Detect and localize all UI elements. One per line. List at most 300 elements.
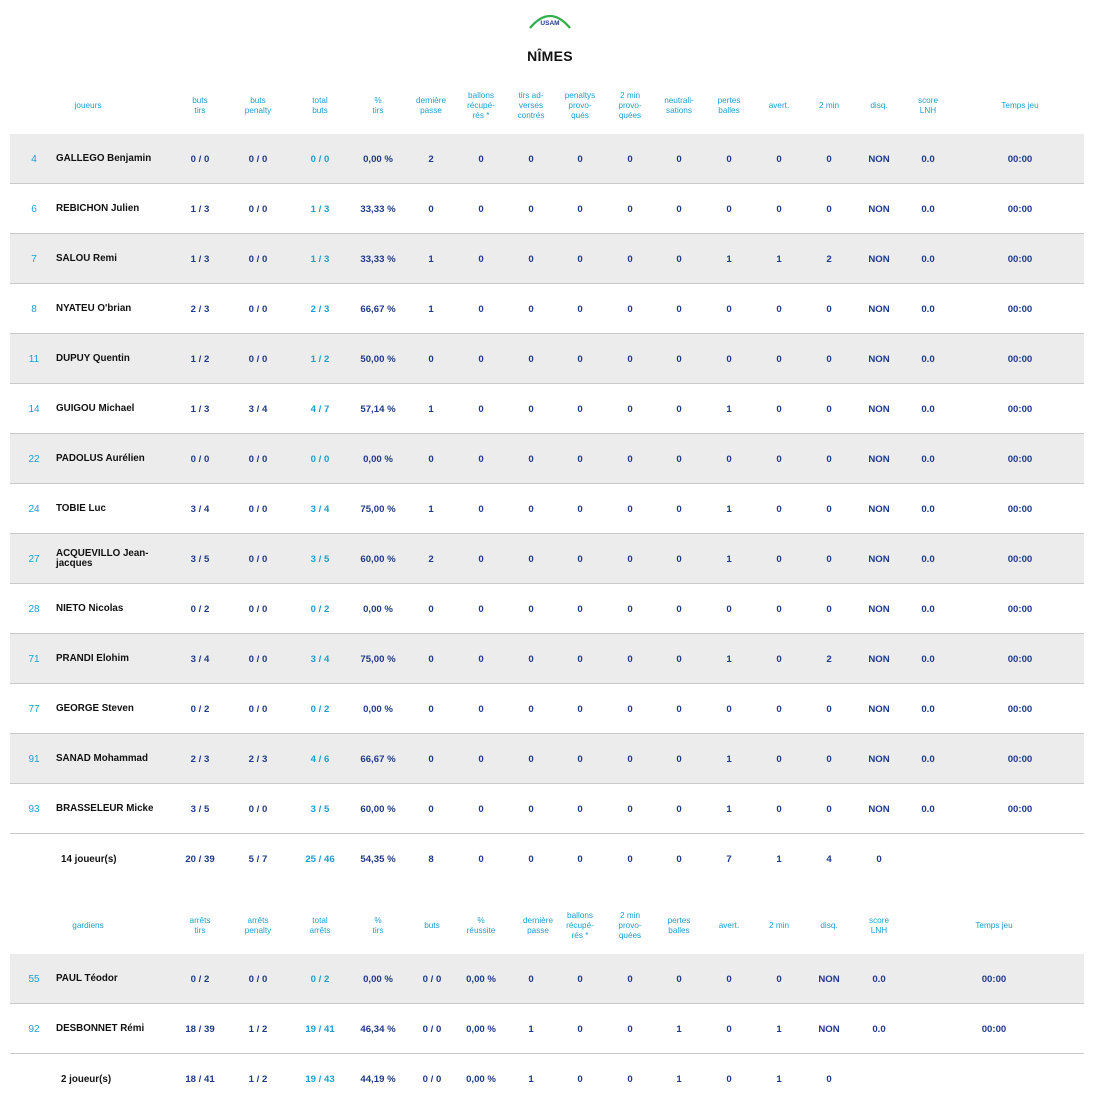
- stat-cell: 1: [726, 803, 732, 815]
- player-name: GEORGE Steven: [56, 703, 134, 714]
- stat-cell: 3 / 4: [310, 503, 330, 515]
- players-column-header: total buts: [312, 96, 328, 115]
- stat-cell: 1: [726, 503, 732, 515]
- stat-cell: 4 / 6: [310, 753, 330, 765]
- players-column-header: neutrali- sations: [664, 96, 694, 115]
- stat-cell: 0: [428, 203, 434, 215]
- stat-cell: 00:00: [1007, 753, 1033, 765]
- stat-cell: 0: [826, 753, 832, 765]
- stat-cell: 0 / 0: [422, 973, 442, 985]
- players-column-header: penaltys provo- qués: [564, 91, 596, 120]
- stat-cell: 0 / 0: [248, 603, 268, 615]
- stat-cell: 1: [726, 653, 732, 665]
- stat-cell: 0: [627, 553, 633, 565]
- stat-cell: 0: [676, 973, 682, 985]
- stat-cell: 0.0: [921, 353, 935, 365]
- stat-cell: 0: [428, 803, 434, 815]
- player-number: 28: [28, 603, 40, 615]
- stat-cell: 0.0: [872, 1023, 886, 1035]
- players-column-header: Temps jeu: [1001, 101, 1039, 110]
- keepers-column-header: total arrêts: [309, 916, 331, 935]
- player-name: PADOLUS Aurélien: [56, 453, 145, 464]
- stat-cell: 0.0: [921, 753, 935, 765]
- stat-cell: 1: [776, 253, 782, 265]
- player-number: 7: [31, 253, 37, 265]
- stat-cell: 0: [776, 303, 782, 315]
- total-cell: 0: [826, 1073, 832, 1085]
- stat-cell: 0,00 %: [363, 153, 393, 165]
- total-cell: 0 / 0: [422, 1073, 442, 1085]
- stat-cell: 0: [826, 553, 832, 565]
- players-table-row: [10, 284, 1084, 334]
- stat-cell: 1: [428, 503, 434, 515]
- stat-cell: 0.0: [921, 403, 935, 415]
- stat-cell: 00:00: [1007, 453, 1033, 465]
- stat-cell: 00:00: [1007, 353, 1033, 365]
- stat-cell: 75,00 %: [360, 503, 396, 515]
- stat-cell: 0: [577, 703, 583, 715]
- stat-cell: 66,67 %: [360, 753, 396, 765]
- stat-cell: 3 / 5: [310, 553, 330, 565]
- stat-cell: 0: [528, 403, 534, 415]
- players-column-header: joueurs: [74, 101, 102, 110]
- player-name: PAUL Téodor: [56, 973, 118, 984]
- players-table-row: [10, 384, 1084, 434]
- stat-cell: 1: [726, 753, 732, 765]
- stat-cell: 2: [826, 653, 832, 665]
- keepers-column-header: % réussite: [466, 916, 496, 935]
- player-name: GALLEGO Benjamin: [56, 153, 152, 164]
- stat-cell: 0: [577, 973, 583, 985]
- stat-cell: 50,00 %: [360, 353, 396, 365]
- keepers-column-header: Temps jeu: [975, 921, 1013, 930]
- stat-cell: 0,00 %: [466, 973, 496, 985]
- total-cell: 0: [528, 853, 534, 865]
- players-table-row: [10, 734, 1084, 784]
- player-name: ACQUEVILLO Jean-jacques: [56, 548, 149, 569]
- stat-cell: 1: [428, 303, 434, 315]
- player-number: 6: [31, 203, 37, 215]
- players-column-header: tirs ad- verses contrés: [517, 91, 545, 120]
- stat-cell: 2: [826, 253, 832, 265]
- stat-cell: 0: [826, 153, 832, 165]
- stat-cell: 0: [627, 1023, 633, 1035]
- stat-cell: 0: [577, 553, 583, 565]
- stat-cell: 19 / 41: [305, 1023, 335, 1035]
- stat-cell: 0: [428, 603, 434, 615]
- stat-cell: 0.0: [921, 553, 935, 565]
- stat-cell: 0: [478, 653, 484, 665]
- stat-cell: 0 / 0: [248, 453, 268, 465]
- stat-cell: 0: [776, 203, 782, 215]
- total-cell: 0: [627, 1073, 633, 1085]
- stat-cell: 0: [676, 503, 682, 515]
- keepers-column-header: avert.: [718, 921, 740, 930]
- stat-cell: 0: [428, 653, 434, 665]
- stat-cell: 0,00 %: [363, 603, 393, 615]
- stat-cell: 0: [676, 703, 682, 715]
- player-number: 71: [28, 653, 40, 665]
- stat-cell: 60,00 %: [360, 803, 396, 815]
- total-cell: 44,19 %: [360, 1073, 396, 1085]
- player-name: DUPUY Quentin: [56, 353, 130, 364]
- stat-cell: 0: [528, 653, 534, 665]
- usam-logo: [527, 8, 573, 30]
- stat-cell: 0: [627, 653, 633, 665]
- stat-cell: 0: [627, 753, 633, 765]
- stat-cell: 0: [528, 553, 534, 565]
- stat-cell: 00:00: [981, 973, 1007, 985]
- stat-cell: 0: [478, 503, 484, 515]
- total-cell: 0: [726, 1073, 732, 1085]
- player-number: 27: [28, 553, 40, 565]
- players-column-header: disq.: [870, 101, 888, 110]
- stat-cell: 0: [528, 303, 534, 315]
- stat-cell: 0 / 0: [248, 503, 268, 515]
- stat-cell: NON: [868, 203, 890, 215]
- stat-cell: 4 / 7: [310, 403, 330, 415]
- stat-cell: 0: [627, 973, 633, 985]
- total-cell: 0: [876, 853, 882, 865]
- stat-cell: 75,00 %: [360, 653, 396, 665]
- total-cell: 19 / 43: [305, 1073, 335, 1085]
- keepers-column-header: score LNH: [868, 916, 890, 935]
- stat-cell: 0: [528, 203, 534, 215]
- stat-cell: NON: [868, 403, 890, 415]
- total-cell: 7: [726, 853, 732, 865]
- stat-cell: 0: [528, 603, 534, 615]
- keepers-column-header: arrêts tirs: [189, 916, 211, 935]
- stat-cell: 0: [577, 1023, 583, 1035]
- stat-cell: 0: [577, 653, 583, 665]
- player-number: 24: [28, 503, 40, 515]
- player-name: GUIGOU Michael: [56, 403, 135, 414]
- stat-cell: NON: [868, 153, 890, 165]
- stat-cell: 0.0: [921, 803, 935, 815]
- stat-cell: 0 / 0: [190, 153, 210, 165]
- players-table-row: [10, 634, 1084, 684]
- stat-cell: 0: [528, 803, 534, 815]
- stat-cell: 2: [428, 153, 434, 165]
- stat-cell: 0: [577, 253, 583, 265]
- total-cell: 1: [528, 1073, 534, 1085]
- total-cell: 0,00 %: [466, 1073, 496, 1085]
- stat-cell: 0: [577, 453, 583, 465]
- keepers-column-header: 2 min provo- quées: [618, 911, 642, 940]
- stat-cell: 0: [676, 553, 682, 565]
- stat-cell: 3 / 4: [248, 403, 268, 415]
- stat-cell: 0: [528, 503, 534, 515]
- stat-cell: 0: [726, 353, 732, 365]
- stat-cell: 0 / 0: [190, 453, 210, 465]
- players-header-row: [0, 84, 1100, 128]
- stat-cell: 0: [528, 703, 534, 715]
- stat-cell: 1 / 3: [190, 253, 210, 265]
- stat-cell: 0: [627, 453, 633, 465]
- stat-cell: 0: [826, 453, 832, 465]
- stat-cell: 3 / 4: [310, 653, 330, 665]
- player-number: 14: [28, 403, 40, 415]
- stat-cell: 1 / 2: [310, 353, 330, 365]
- stat-cell: 0: [826, 603, 832, 615]
- stat-cell: 0: [428, 453, 434, 465]
- total-cell: 1: [776, 1073, 782, 1085]
- stat-cell: 2 / 3: [190, 303, 210, 315]
- stat-cell: NON: [868, 453, 890, 465]
- stat-cell: 0: [676, 353, 682, 365]
- player-number: 91: [28, 753, 40, 765]
- stat-cell: 0: [627, 603, 633, 615]
- stat-cell: 0,00 %: [363, 973, 393, 985]
- stat-cell: 2 / 3: [310, 303, 330, 315]
- stat-cell: 0: [826, 703, 832, 715]
- keepers-column-header: disq.: [820, 921, 838, 930]
- stat-cell: 0: [776, 503, 782, 515]
- player-name: DESBONNET Rémi: [56, 1023, 145, 1034]
- stat-cell: 0.0: [921, 703, 935, 715]
- total-cell: 1 / 2: [248, 1073, 268, 1085]
- stat-cell: 0: [676, 203, 682, 215]
- stat-cell: 0.0: [921, 503, 935, 515]
- players-table-row: [10, 534, 1084, 584]
- stat-cell: 3 / 4: [190, 653, 210, 665]
- stat-cell: 1: [428, 403, 434, 415]
- stat-cell: 0 / 0: [310, 453, 330, 465]
- total-cell: 0: [676, 853, 682, 865]
- stat-cell: 00:00: [1007, 503, 1033, 515]
- stat-cell: 0: [577, 753, 583, 765]
- stat-cell: 0: [776, 453, 782, 465]
- stat-cell: 3 / 4: [190, 503, 210, 515]
- stat-cell: 0: [528, 973, 534, 985]
- stat-cell: 1: [726, 253, 732, 265]
- total-cell: 0: [627, 853, 633, 865]
- player-number: 92: [28, 1023, 40, 1035]
- stat-cell: 00:00: [981, 1023, 1007, 1035]
- stat-cell: 57,14 %: [360, 403, 396, 415]
- stat-cell: 0: [776, 753, 782, 765]
- stat-cell: 0: [627, 153, 633, 165]
- keepers-column-header: dernière passe: [522, 916, 554, 935]
- total-cell: 0: [577, 853, 583, 865]
- stat-cell: 0: [776, 553, 782, 565]
- stat-cell: 0: [826, 503, 832, 515]
- stat-cell: 00:00: [1007, 553, 1033, 565]
- stat-cell: 0.0: [921, 603, 935, 615]
- stat-cell: 2 / 3: [190, 753, 210, 765]
- stat-cell: NON: [868, 703, 890, 715]
- stat-cell: 33,33 %: [360, 253, 396, 265]
- stat-cell: 0 / 0: [248, 973, 268, 985]
- stat-cell: NON: [868, 253, 890, 265]
- stat-cell: 0: [528, 453, 534, 465]
- stat-cell: 1 / 3: [190, 203, 210, 215]
- stat-cell: NON: [818, 973, 840, 985]
- stat-cell: 0: [627, 403, 633, 415]
- stat-cell: 0: [776, 353, 782, 365]
- stat-cell: 0: [726, 703, 732, 715]
- stat-cell: 0: [726, 1023, 732, 1035]
- stat-cell: 0: [428, 753, 434, 765]
- stat-cell: 1 / 3: [190, 403, 210, 415]
- stat-cell: 0: [776, 803, 782, 815]
- stat-cell: NON: [868, 503, 890, 515]
- stat-cell: 0: [478, 153, 484, 165]
- keepers-table-row: [10, 1004, 1084, 1054]
- stat-cell: 0: [478, 203, 484, 215]
- stat-cell: 0: [676, 403, 682, 415]
- stat-cell: NON: [868, 803, 890, 815]
- stat-cell: 0 / 2: [310, 703, 330, 715]
- players-column-header: buts tirs: [192, 96, 208, 115]
- stat-cell: 0 / 0: [310, 153, 330, 165]
- total-cell: 8: [428, 853, 434, 865]
- stat-cell: 0: [776, 653, 782, 665]
- stat-cell: 0: [726, 303, 732, 315]
- stat-cell: 0 / 0: [248, 303, 268, 315]
- stat-cell: 00:00: [1007, 303, 1033, 315]
- stat-cell: 0 / 2: [310, 603, 330, 615]
- stat-cell: 0 / 0: [248, 353, 268, 365]
- player-name: SALOU Remi: [56, 253, 117, 264]
- stat-cell: 0: [776, 703, 782, 715]
- keepers-column-header: arrêts penalty: [244, 916, 272, 935]
- total-cell: 18 / 41: [185, 1073, 215, 1085]
- stat-cell: 00:00: [1007, 153, 1033, 165]
- players-column-header: 2 min: [818, 101, 840, 110]
- stat-cell: NON: [868, 303, 890, 315]
- player-number: 77: [28, 703, 40, 715]
- stat-cell: 0: [776, 603, 782, 615]
- player-number: 8: [31, 303, 37, 315]
- stat-cell: 0: [478, 303, 484, 315]
- stat-cell: 0: [528, 353, 534, 365]
- stat-cell: 00:00: [1007, 703, 1033, 715]
- stat-cell: 46,34 %: [360, 1023, 396, 1035]
- stat-cell: 0 / 0: [422, 1023, 442, 1035]
- players-table-row: [10, 334, 1084, 384]
- stat-cell: 1 / 2: [190, 353, 210, 365]
- players-column-header: pertes balles: [717, 96, 741, 115]
- stat-cell: 0: [577, 353, 583, 365]
- svg-text:USAM: USAM: [540, 20, 560, 27]
- stat-cell: 1 / 3: [310, 203, 330, 215]
- players-total-row: [10, 834, 1084, 884]
- stat-cell: 0: [726, 203, 732, 215]
- player-number: 4: [31, 153, 37, 165]
- total-cell: 20 / 39: [185, 853, 215, 865]
- stat-cell: 0: [627, 253, 633, 265]
- players-table-row: [10, 134, 1084, 184]
- stat-cell: 0: [826, 803, 832, 815]
- keepers-column-header: buts: [424, 921, 440, 930]
- stat-cell: 0: [577, 303, 583, 315]
- stat-cell: 0: [676, 303, 682, 315]
- players-column-header: avert.: [768, 101, 790, 110]
- player-name: BRASSELEUR Micke: [56, 803, 154, 814]
- stat-cell: 0 / 2: [190, 973, 210, 985]
- keepers-table-row: [10, 954, 1084, 1004]
- stat-cell: 0.0: [872, 973, 886, 985]
- stat-cell: 3 / 5: [310, 803, 330, 815]
- players-column-header: 2 min provo- quées: [618, 91, 642, 120]
- players-table-row: [10, 484, 1084, 534]
- stat-cell: 00:00: [1007, 603, 1033, 615]
- stat-cell: 0: [826, 203, 832, 215]
- stat-cell: 66,67 %: [360, 303, 396, 315]
- stat-cell: NON: [868, 653, 890, 665]
- stat-cell: 00:00: [1007, 253, 1033, 265]
- stat-cell: 0: [627, 353, 633, 365]
- total-cell: 0: [478, 853, 484, 865]
- keepers-column-header: ballons récupé- rés *: [566, 911, 594, 940]
- total-cell: 4: [826, 853, 832, 865]
- stat-cell: 0.0: [921, 653, 935, 665]
- player-name: TOBIE Luc: [56, 503, 106, 514]
- stat-cell: NON: [868, 553, 890, 565]
- players-column-header: dernière passe: [415, 96, 447, 115]
- stat-cell: 33,33 %: [360, 203, 396, 215]
- player-name: NYATEU O'brian: [56, 303, 132, 314]
- stat-cell: 1: [776, 1023, 782, 1035]
- stat-cell: 2: [428, 553, 434, 565]
- stat-cell: 0: [478, 603, 484, 615]
- player-name: NIETO Nicolas: [56, 603, 124, 614]
- total-cell: 1: [776, 853, 782, 865]
- stat-cell: 0: [627, 203, 633, 215]
- stat-cell: 0: [528, 253, 534, 265]
- keepers-header-row: [0, 904, 1100, 948]
- stat-cell: 0: [826, 403, 832, 415]
- stat-cell: 2 / 3: [248, 753, 268, 765]
- stat-cell: 3 / 5: [190, 553, 210, 565]
- stat-cell: 0 / 0: [248, 153, 268, 165]
- stat-cell: 0 / 0: [248, 553, 268, 565]
- stat-cell: 0: [726, 453, 732, 465]
- players-column-header: score LNH: [917, 96, 939, 115]
- players-table-row: [10, 684, 1084, 734]
- total-label: 2 joueur(s): [61, 1073, 112, 1085]
- stat-cell: 0 / 0: [248, 203, 268, 215]
- stat-cell: 0: [478, 403, 484, 415]
- keepers-column-header: 2 min: [768, 921, 790, 930]
- stat-cell: NON: [868, 353, 890, 365]
- stat-cell: 0: [478, 753, 484, 765]
- keepers-column-header: % tirs: [372, 916, 384, 935]
- stat-cell: 00:00: [1007, 653, 1033, 665]
- player-number: 55: [28, 973, 40, 985]
- players-column-header: % tirs: [372, 96, 384, 115]
- stat-cell: 0: [676, 803, 682, 815]
- team-title: NÎMES: [527, 48, 573, 64]
- stat-cell: 1: [726, 553, 732, 565]
- stat-cell: 0: [577, 803, 583, 815]
- stat-cell: 0,00 %: [466, 1023, 496, 1035]
- stat-cell: 0: [776, 153, 782, 165]
- stat-cell: 0: [726, 973, 732, 985]
- stat-cell: 0: [478, 353, 484, 365]
- stat-cell: 1: [428, 253, 434, 265]
- stat-cell: 0 / 0: [248, 703, 268, 715]
- total-label: 14 joueur(s): [61, 853, 117, 865]
- stat-cell: 0: [428, 353, 434, 365]
- stat-cell: 0: [528, 153, 534, 165]
- player-number: 93: [28, 803, 40, 815]
- total-cell: 0: [577, 1073, 583, 1085]
- stat-cell: 0: [478, 553, 484, 565]
- stat-cell: 0: [577, 403, 583, 415]
- stat-cell: 0: [726, 153, 732, 165]
